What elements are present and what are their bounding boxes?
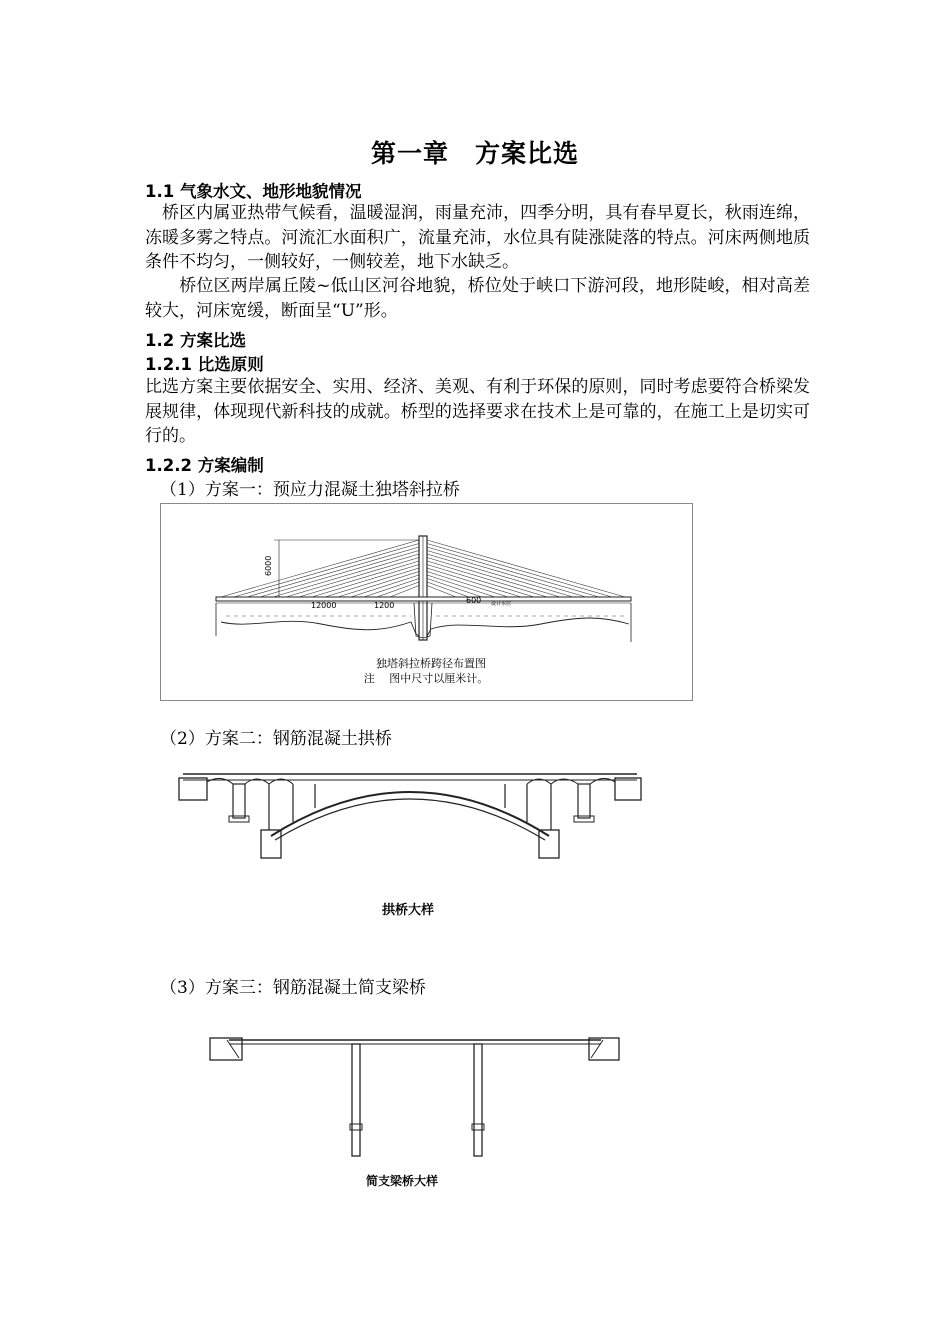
section-heading-1-2-1: 1.2.1 比选原则	[145, 355, 264, 374]
fig1-caption-line2: 注 图中尺寸以厘米计。	[363, 672, 489, 685]
figure-cable-stayed-bridge	[160, 503, 693, 701]
stay-cable	[364, 579, 419, 598]
figure-beam-bridge	[205, 1030, 625, 1195]
stay-cable	[286, 558, 419, 598]
left-approach-pier	[233, 784, 245, 818]
right-abutment	[615, 778, 641, 800]
stay-cable	[427, 551, 586, 598]
riverbed-line	[221, 618, 629, 636]
stay-cable	[427, 568, 521, 597]
stay-cable	[427, 582, 469, 597]
arch-bridge-drawing	[175, 768, 645, 928]
fig3-caption: 简支梁桥大样	[365, 1174, 439, 1188]
stay-cable	[260, 551, 419, 598]
dim-height-label: 6000	[264, 555, 273, 576]
left-arch-foundation	[261, 830, 281, 858]
paragraph-climate: 桥区内属亚热带气候看，温暖湿润，雨量充沛，四季分明，具有春早夏长，秋雨连绵，冻暖多雾之特点。河流汇水面积广，流量充沛，水位具有陡涨陡落的特点。河床两侧地质条件不均匀，一侧较好，一侧较差，地下水缺乏。	[145, 203, 810, 272]
figure-arch-bridge	[175, 768, 645, 928]
beam-bridge-drawing	[205, 1030, 625, 1195]
left-pier	[352, 1044, 360, 1156]
water-level-label: 设计水位	[491, 601, 512, 607]
paragraph-principles: 比选方案主要依据安全、实用、经济、美观、有利于环保的原则，同时考虑要符合桥梁发展规律，体现现代新科技的成就。桥型的选择要求在技术上是可靠的，在施工上是切实可行的。	[145, 377, 810, 446]
stay-cable	[377, 582, 419, 597]
dim-mid-label: 1200	[374, 601, 395, 610]
right-pier	[474, 1044, 482, 1156]
right-arch-foundation	[539, 830, 559, 858]
scheme-3-caption: （3）方案三：钢筋混凝土简支梁桥	[160, 978, 426, 998]
cable-stayed-bridge-drawing	[161, 504, 692, 700]
stay-cable	[427, 561, 547, 597]
stay-cable	[427, 547, 599, 597]
dim-left-label: 12000	[311, 601, 337, 610]
stay-cable	[325, 568, 419, 597]
stay-cable	[427, 579, 482, 598]
fig2-caption: 拱桥大样	[381, 903, 435, 918]
stay-cable	[338, 572, 419, 598]
section-heading-1-2-2: 1.2.2 方案编制	[145, 456, 264, 475]
spandrel-arches	[207, 778, 615, 784]
deck	[216, 597, 631, 601]
stay-cable	[299, 561, 419, 597]
fig1-caption-line1: 独塔斜拉桥跨径布置图	[376, 657, 486, 670]
stay-cable	[427, 558, 560, 598]
section-heading-1-1: 1.1 气象水文、地形地貌情况	[145, 182, 362, 201]
stay-cable	[427, 572, 508, 598]
paragraph-terrain: 桥位区两岸属丘陵~低山区河谷地貌，桥位处于峡口下游河段，地形陡峻，相对高差较大，河床宽缓，断面呈“U”形。	[145, 276, 810, 321]
scheme-2-caption: （2）方案二：钢筋混凝土拱桥	[160, 729, 392, 749]
right-abutment	[589, 1038, 619, 1060]
dim-right-label: 600	[466, 596, 482, 605]
left-abutment	[179, 778, 207, 800]
scheme-1-caption: （1）方案一：预应力混凝土独塔斜拉桥	[160, 480, 460, 500]
right-approach-pier	[578, 784, 590, 818]
chapter-title: 第一章 方案比选	[370, 139, 579, 168]
section-heading-1-2: 1.2 方案比选	[145, 331, 246, 350]
left-abutment	[210, 1038, 242, 1060]
